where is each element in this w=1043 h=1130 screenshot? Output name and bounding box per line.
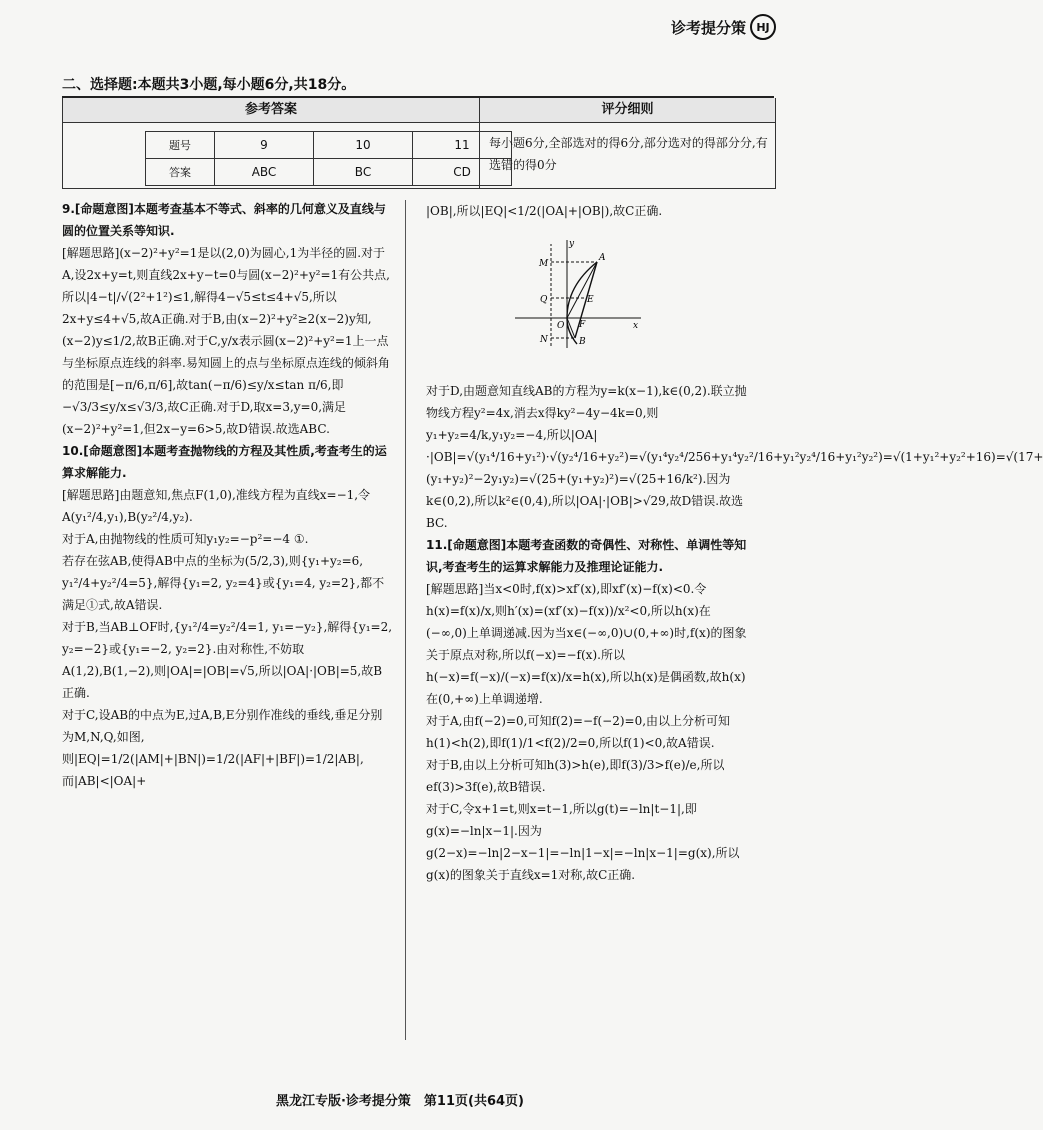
q10-intent: 10.[命题意图]本题考查抛物线的方程及其性质,考查考生的运算求解能力. <box>62 444 387 480</box>
table-row <box>146 159 512 186</box>
parabola-figure <box>505 236 647 350</box>
scoring-criteria: 每小题6分,全部选对的得6分,部分选对的得部分分,有选错的得0分 <box>489 136 768 172</box>
answer-table <box>145 131 512 186</box>
q11-solution: [解题思路]当x<0时,f(x)>xf′(x),即xf′(x)−f(x)<0.令h(x)=f(x)/x,则h′(x)=(xf′(x)−f(x))/x²<0,所以h(x)在(−∞,0)上单调递减.因为当x∈(−∞,0)∪(0,+∞)时,f(x)的图象关于原点对称,所以f(−x)=−f(x).所以h(−x)=f(−x)/(−x)=f(x)/x=h(x),所以h(x)是偶函数,故h(x)在(0,+∞)上单调递增. <box>426 582 747 706</box>
label-f: F <box>579 320 586 330</box>
table-row <box>146 132 512 159</box>
criteria-header: 评分细则 <box>480 98 775 123</box>
q10-option-c: 对于C,设AB的中点为E,过A,B,E分别作准线的垂线,垂足分别为M,N,Q,如图,则|EQ|=1/2(|AM|+|BN|)=1/2(|AF|+|BF|)=1/2|AB|,而|AB|<|OA|+ <box>62 708 383 788</box>
section-title: 二、选择题:本题共3小题,每小题6分,共18分。 <box>62 77 356 93</box>
answer-value: CD <box>413 159 512 186</box>
answer-value: BC <box>314 159 413 186</box>
label-b: B <box>579 337 586 347</box>
segment-oa <box>567 262 597 318</box>
label-n: N <box>540 335 548 345</box>
label-y: y <box>569 239 575 249</box>
column-divider <box>405 200 406 1040</box>
question-number: 10 <box>314 132 413 159</box>
answer-header: 参考答案 <box>63 98 480 123</box>
label-m: M <box>539 259 549 269</box>
q11-option-b: 对于B,由以上分析可知h(3)>h(e),即f(3)/3>f(e)/e,所以ef(3)>3f(e),故B错误. <box>426 758 725 794</box>
brand-name: 诊考提分策 <box>670 18 746 37</box>
row-label-answer: 答案 <box>146 159 215 186</box>
brand-logo-icon: HJ <box>750 14 776 40</box>
q10-solution-setup: [解题思路]由题意知,焦点F(1,0),准线方程为直线x=−1,令A(y₁²/4,y₁),B(y₂²/4,y₂). <box>62 488 371 524</box>
label-a: A <box>599 253 606 263</box>
q10-option-d: 对于D,由题意知直线AB的方程为y=k(x−1),k∈(0,2).联立抛物线方程y²=4x,消去x得ky²−4y−4k=0,则y₁+y₂=4/k,y₁y₂=−4,所以|OA|·|OB|=√(y₁⁴/16+y₁²)·√(y₂⁴/16+y₂²)=√(y₁⁴y₂⁴/256+y₁⁴y₂²/16+y₁²y₂⁴/16+y₁²y₂²)=√(1+y₁²+y₂²+16)=√(17+(y₁+y₂)²−2y₁y₂)=√(25+(y₁+y₂)²)=√(25+16/k²).因为k∈(0,2),所以k²∈(0,4),所以|OA|·|OB|>√29,故D错误.故选BC. <box>426 384 1043 530</box>
question-number: 11 <box>413 132 512 159</box>
brand-header <box>671 14 776 40</box>
q10-option-a-cont: 若存在弦AB,使得AB中点的坐标为(5/2,3),则{y₁+y₂=6, y₁²/4+y₂²/4=5},解得{y₁=2, y₂=4}或{y₁=4, y₂=2},都不满足①式,故A错误. <box>62 554 385 612</box>
q10-option-b: 对于B,当AB⊥OF时,{y₁²/4=y₂²/4=1, y₁=−y₂},解得{y₁=2, y₂=−2}或{y₁=−2, y₂=2}.由对称性,不妨取A(1,2),B(1,−2),则|OA|=|OB|=√5,所以|OA|·|OB|=5,故B正确. <box>62 620 393 700</box>
q9-intent: 9.[命题意图]本题考查基本不等式、斜率的几何意义及直线与圆的位置关系等知识. <box>62 202 386 238</box>
q11-intent: 11.[命题意图]本题考查函数的奇偶性、对称性、单调性等知识,考查考生的运算求解能力及推理论证能力. <box>426 538 747 574</box>
q9-solution: [解题思路](x−2)²+y²=1是以(2,0)为圆心,1为半径的圆.对于A,设2x+y=t,则直线2x+y−t=0与圆(x−2)²+y²=1有公共点,所以|4−t|/√(2²+1²)≤1,解得4−√5≤t≤4+√5,所以2x+y≤4+√5,故A正确.对于B,由(x−2)²+y²≥2(x−2)y知,(x−2)y≤1/2,故B正确.对于C,y/x表示圆(x−2)²+y²=1上一点与坐标原点连线的斜率.易知圆上的点与坐标原点连线的倾斜角的范围是[−π/6,π/6],故tan(−π/6)≤y/x≤tan π/6,即−√3/3≤y/x≤√3/3,故C正确.对于D,取x=3,y=0,满足(x−2)²+y²=1,但2x−y=6>5,故D错误.故选ABC. <box>62 246 390 436</box>
answer-value: ABC <box>215 159 314 186</box>
page-footer: 黑龙江专版·诊考提分策 第11页(共64页) <box>275 1094 524 1109</box>
label-e: E <box>587 295 594 305</box>
question-number: 9 <box>215 132 314 159</box>
q10-option-c-cont: |OB|,所以|EQ|<1/2(|OA|+|OB|),故C正确. <box>426 204 663 218</box>
q11-option-a: 对于A,由f(−2)=0,可知f(2)=−f(−2)=0,由以上分析可知h(1)<h(2),即f(1)/1<f(2)/2=0,所以f(1)<0,故A错误. <box>426 714 731 750</box>
label-x: x <box>633 321 639 331</box>
label-q: Q <box>540 295 548 305</box>
left-column <box>62 198 392 792</box>
label-o: O <box>557 321 565 331</box>
answer-box <box>62 98 776 189</box>
row-label-question: 题号 <box>146 132 215 159</box>
q10-option-a: 对于A,由抛物线的性质可知y₁y₂=−p²=−4 ①. <box>62 532 309 546</box>
q11-option-c: 对于C,令x+1=t,则x=t−1,所以g(t)=−ln|t−1|,即g(x)=−ln|x−1|.因为g(2−x)=−ln|2−x−1|=−ln|1−x|=−ln|x−1|=g(x),所以g(x)的图象关于直线x=1对称,故C正确. <box>426 802 740 882</box>
